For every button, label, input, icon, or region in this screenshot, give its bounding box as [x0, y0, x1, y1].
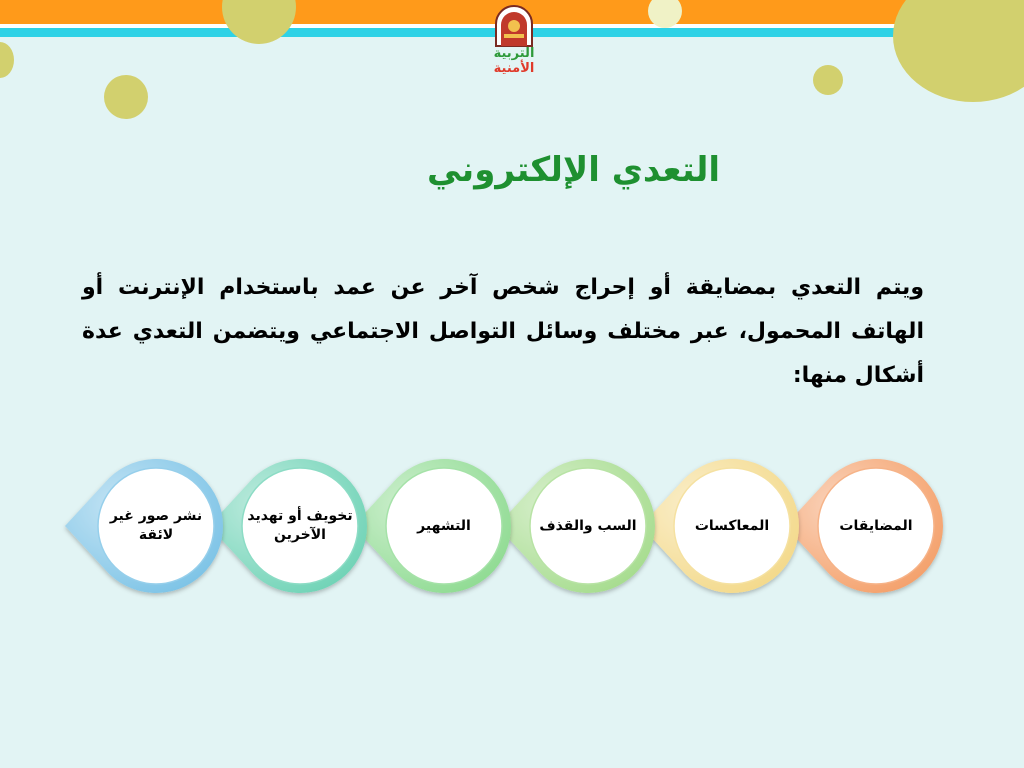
node-label: المضايقات [839, 517, 913, 534]
logo-line-1: التربية [493, 46, 535, 61]
node-label: تخويف أو تهديد الآخرين [247, 508, 353, 543]
node-label: السب والقذف [539, 517, 637, 534]
node-label: التشهير [417, 517, 471, 534]
logo-line-2: الأمنية [493, 61, 535, 76]
node-label: المعاكسات [694, 517, 770, 534]
slide-title: التعدي الإلكتروني [427, 150, 720, 190]
body-paragraph: ويتم التعدي بمضايقة أو إحراج شخص آخر عن عمد باستخدام الإنترنت أو الهاتف المحمول، عبر مختلف وسائل التواصل الاجتماعي ويتضمن التعدي عدة أشكال منها: [82, 275, 924, 388]
node-label: نشر صور غير لائقة [109, 508, 203, 543]
